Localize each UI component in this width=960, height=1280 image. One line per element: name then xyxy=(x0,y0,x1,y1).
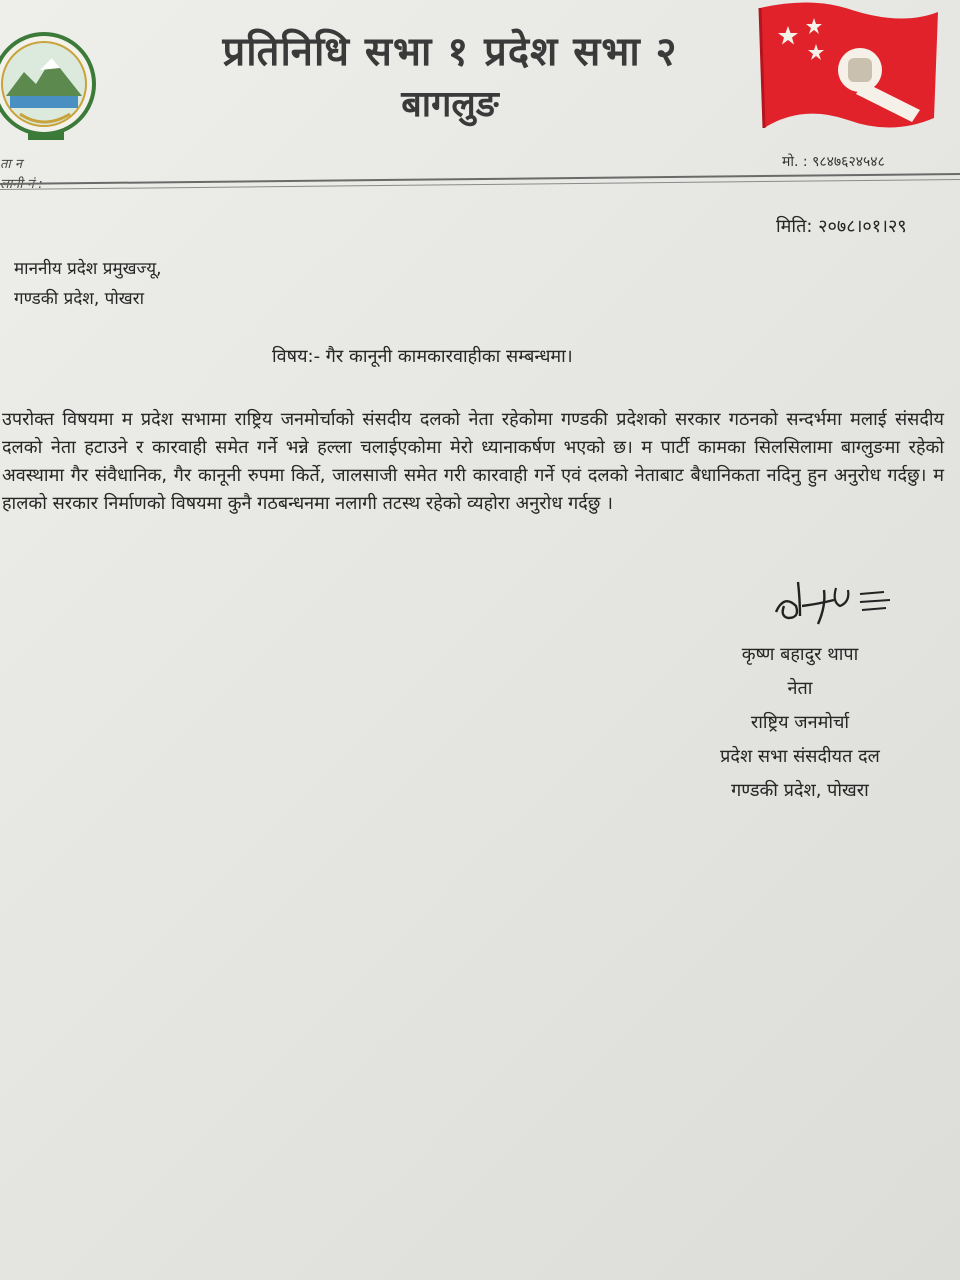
phone-number: मो. : ९८४७६२४५४८ xyxy=(782,154,885,170)
letter-subject: विषय:- गैर कानूनी कामकारवाहीका सम्बन्धमा। xyxy=(272,346,573,367)
letter-date: मिति: २०७८।०१।२९ xyxy=(776,216,907,237)
signatory-location: गण्डकी प्रदेश, पोखरा xyxy=(731,780,869,801)
letterhead-subtitle: बागलुङ xyxy=(401,84,499,125)
party-flag-icon xyxy=(752,0,942,140)
signatory-party: राष्ट्रिय जनमोर्चा xyxy=(750,712,850,733)
handwritten-signature xyxy=(766,572,926,632)
recipient-address: गण्डकी प्रदेश, पोखरा xyxy=(14,289,144,309)
party-emblem-icon xyxy=(0,14,98,154)
recipient-title: माननीय प्रदेश प्रमुखज्यू, xyxy=(14,259,162,279)
signatory-group: प्रदेश सभा संसदीयत दल xyxy=(720,746,880,767)
signatory-name: कृष्ण बहादुर थापा xyxy=(741,644,859,665)
reference-number-label: ता न xyxy=(0,157,23,172)
letter-body: उपरोक्त विषयमा म प्रदेश सभामा राष्ट्रिय जनमोर्चाको संसदीय दलको नेता रहेकोमा गण्डकी प्रदेशको सरकार गठनको सन्दर्भमा मलाई संसदीय दलको नेता हटाउने र कारवाही समेत गर्ने भन्ने हल्ला चलाईएकोमा मेरो ध्यानाकर्षण भएको छ। म पार्टी कामका सिलसिलामा बाग्लुङमा रहेको अवस्थामा गैर संवैधानिक, गैर कानूनी रुपमा किर्ते, जालसाजी समेत गरी कारवाही गर्ने एवं दलको नेताबाट बैधानिकता नदिनु हुन अनुरोध गर्दछु। म हालको सरकार निर्माणको विषयमा कुनै गठबन्धनमा नलागी तटस्थ रहेको व्यहोरा अनुरोध गर्दछु । xyxy=(2,409,944,514)
signatory-position: नेता xyxy=(787,678,813,699)
letterhead-title: प्रतिनिधि सभा १ प्रदेश सभा २ xyxy=(222,29,678,75)
